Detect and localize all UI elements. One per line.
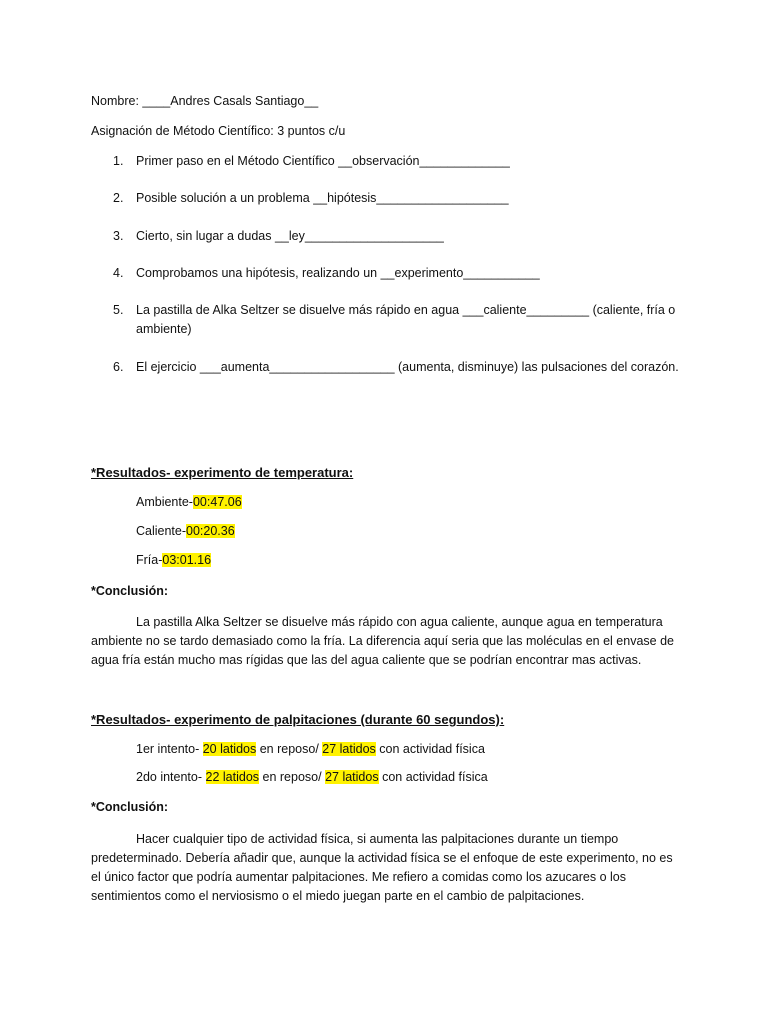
result-value: 03:01.16 — [162, 553, 212, 567]
temp-result-caliente — [136, 524, 235, 538]
active-value: 27 latidos — [325, 770, 379, 784]
active-label: con actividad física — [379, 742, 485, 756]
rest-label: en reposo/ — [259, 742, 319, 756]
question-number: 3. — [113, 229, 124, 243]
rest-value: 22 latidos — [205, 770, 260, 784]
temp-result-ambiente — [136, 495, 242, 509]
question-number: 6. — [113, 360, 124, 374]
question-text: Posible solución a un problema __hipótesis___________________ — [136, 191, 509, 205]
question-number: 2. — [113, 191, 124, 205]
temp-result-fria — [136, 553, 211, 567]
question-number: 4. — [113, 266, 124, 280]
palpitation-conclusion-label: *Conclusión: — [91, 800, 169, 814]
name-value: ____Andres Casals Santiago__ — [142, 94, 319, 108]
rest-label: en reposo/ — [262, 770, 322, 784]
temperature-conclusion-label: *Conclusión: — [91, 584, 169, 598]
palp-result-2 — [136, 770, 488, 784]
result-value: 00:47.06 — [192, 495, 242, 509]
palpitation-results-heading: *Resultados- experimento de palpitaciones (durante 60 segundos): — [91, 712, 505, 727]
temperature-results-heading: *Resultados- experimento de temperatura: — [91, 465, 354, 480]
result-label: 2do intento- — [136, 770, 203, 784]
question-text: La pastilla de Alka Seltzer se disuelve más rápido en agua ___caliente_________ (caliente, fría o ambiente) — [136, 303, 676, 336]
result-label: 1er intento- — [136, 742, 200, 756]
active-label: con actividad física — [382, 770, 488, 784]
name-label: Nombre: — [91, 94, 139, 108]
question-number: 1. — [113, 154, 124, 168]
question-text: Primer paso en el Método Científico __observación_____________ — [136, 154, 510, 168]
rest-value: 20 latidos — [202, 742, 257, 756]
active-value: 27 latidos — [322, 742, 376, 756]
result-value: 00:20.36 — [186, 524, 235, 538]
question-text: Cierto, sin lugar a dudas __ley____________________ — [136, 229, 444, 243]
name-line — [91, 94, 318, 108]
result-label: Ambiente- — [136, 495, 193, 509]
question-text: El ejercicio ___aumenta__________________ (aumenta, disminuye) las pulsaciones del corazón. — [136, 360, 679, 374]
palpitation-conclusion-text: Hacer cualquier tipo de actividad física, si aumenta las palpitaciones durante un tiempo predeterminado. Debería añadir que, aunque la actividad física se el enfoque de este experimento, no es el único factor que podría aumentar palpitaciones. Me refiero a comidas como los azucares o los sentimientos como el nerviosismo o el miedo juegan parte en el cambio de palpitaciones. — [91, 832, 673, 903]
temperature-conclusion-text: La pastilla Alka Seltzer se disuelve más rápido con agua caliente, aunque agua en temperatura ambiente no se tardo demasiado como la fría. La diferencia aquí seria que las moléculas en el envase de agua fría están mucho mas rígidas que las del agua caliente que se podrían encontrar mas activas. — [91, 615, 674, 667]
question-number: 5. — [113, 303, 124, 317]
question-text: Comprobamos una hipótesis, realizando un __experimento___________ — [136, 266, 540, 280]
result-label: Caliente- — [136, 524, 187, 538]
palp-result-1 — [136, 742, 485, 756]
result-label: Fría- — [136, 553, 163, 567]
assignment-title: Asignación de Método Científico: 3 puntos c/u — [91, 124, 346, 138]
